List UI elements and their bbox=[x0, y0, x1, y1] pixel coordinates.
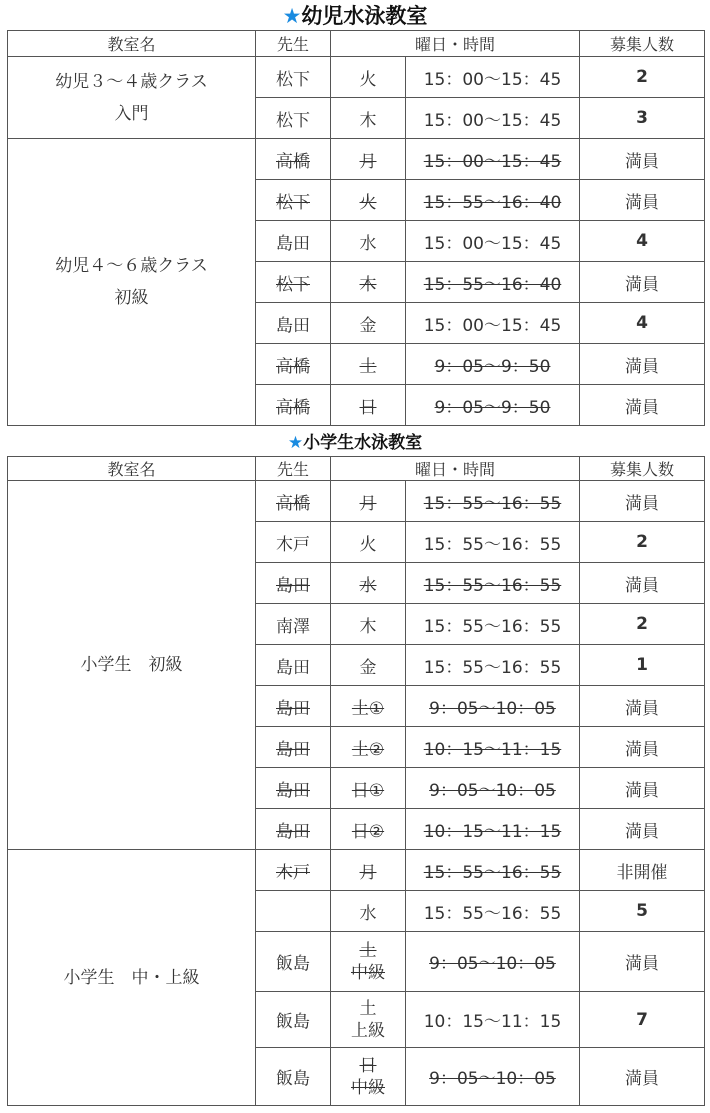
teacher-cell: 松下 bbox=[256, 98, 331, 139]
day-cell: 月 bbox=[331, 481, 406, 522]
day-cell: 月 bbox=[331, 139, 406, 180]
time-cell: 15：55～16：55 bbox=[406, 850, 580, 891]
time-cell: 10：15～11：15 bbox=[406, 809, 580, 850]
teacher-cell bbox=[256, 891, 331, 932]
day-cell: 日① bbox=[331, 768, 406, 809]
class-name: 幼児４～６歳クラス 初級 bbox=[8, 139, 256, 426]
capacity-count: 5 bbox=[580, 891, 705, 932]
time-cell: 10：15～11：15 bbox=[406, 992, 580, 1048]
day-cell: 水 bbox=[331, 891, 406, 932]
time-cell: 9：05～10：05 bbox=[406, 768, 580, 809]
full-status: 満員 bbox=[580, 262, 705, 303]
teacher-cell: 高橋 bbox=[256, 385, 331, 426]
time-cell: 15：55～16：55 bbox=[406, 604, 580, 645]
capacity-count: 2 bbox=[580, 57, 705, 98]
teacher-cell: 飯島 bbox=[256, 1048, 331, 1106]
teacher-cell: 南澤 bbox=[256, 604, 331, 645]
time-cell: 10：15～11：15 bbox=[406, 727, 580, 768]
day-cell: 金 bbox=[331, 645, 406, 686]
capacity-count: 7 bbox=[580, 992, 705, 1048]
not-held-status: 非開催 bbox=[580, 850, 705, 891]
time-cell: 15：00～15：45 bbox=[406, 98, 580, 139]
time-cell: 15：00～15：45 bbox=[406, 303, 580, 344]
day-cell: 土① bbox=[331, 686, 406, 727]
time-cell: 9：05～10：05 bbox=[406, 932, 580, 992]
day-cell: 金 bbox=[331, 303, 406, 344]
table-row bbox=[8, 57, 705, 98]
section-title-text: 小学生水泳教室 bbox=[303, 433, 423, 453]
capacity-count: 4 bbox=[580, 303, 705, 344]
header-class-name: 教室名 bbox=[8, 31, 256, 57]
full-status: 満員 bbox=[580, 344, 705, 385]
day-cell: 日 bbox=[331, 385, 406, 426]
day-cell: 日 中級 bbox=[331, 1048, 406, 1106]
time-cell: 15：00～15：45 bbox=[406, 221, 580, 262]
section-title-text: 幼児水泳教室 bbox=[301, 4, 428, 28]
teacher-cell: 島田 bbox=[256, 727, 331, 768]
capacity-count: 2 bbox=[580, 604, 705, 645]
full-status: 満員 bbox=[580, 686, 705, 727]
header-teacher: 先生 bbox=[256, 31, 331, 57]
elementary-schedule-table bbox=[7, 456, 705, 1106]
star-icon: ★ bbox=[282, 4, 302, 28]
header-row bbox=[8, 457, 705, 481]
time-cell: 15：55～16：40 bbox=[406, 180, 580, 221]
day-cell: 火 bbox=[331, 180, 406, 221]
teacher-cell: 高橋 bbox=[256, 481, 331, 522]
header-day-time: 曜日・時間 bbox=[331, 457, 580, 481]
day-cell: 月 bbox=[331, 850, 406, 891]
full-status: 満員 bbox=[580, 385, 705, 426]
day-cell: 水 bbox=[331, 563, 406, 604]
teacher-cell: 飯島 bbox=[256, 992, 331, 1048]
time-cell: 15：55～16：55 bbox=[406, 645, 580, 686]
teacher-cell: 松下 bbox=[256, 262, 331, 303]
day-cell: 木 bbox=[331, 262, 406, 303]
teacher-cell: 松下 bbox=[256, 180, 331, 221]
day-cell: 土 上級 bbox=[331, 992, 406, 1048]
class-name: 幼児３～４歳クラス 入門 bbox=[8, 57, 256, 139]
header-day-time: 曜日・時間 bbox=[331, 31, 580, 57]
time-cell: 15：55～16：55 bbox=[406, 481, 580, 522]
full-status: 満員 bbox=[580, 180, 705, 221]
section-title-kids bbox=[0, 2, 710, 30]
teacher-cell: 島田 bbox=[256, 563, 331, 604]
teacher-cell: 島田 bbox=[256, 768, 331, 809]
time-cell: 15：55～16：55 bbox=[406, 563, 580, 604]
capacity-count: 1 bbox=[580, 645, 705, 686]
kids-schedule-table bbox=[7, 30, 705, 426]
full-status: 満員 bbox=[580, 809, 705, 850]
time-cell: 15：55～16：55 bbox=[406, 522, 580, 563]
time-cell: 15：55～16：40 bbox=[406, 262, 580, 303]
teacher-cell: 島田 bbox=[256, 645, 331, 686]
teacher-cell: 木戸 bbox=[256, 522, 331, 563]
teacher-cell: 松下 bbox=[256, 57, 331, 98]
capacity-count: 4 bbox=[580, 221, 705, 262]
day-cell: 日② bbox=[331, 809, 406, 850]
day-cell: 水 bbox=[331, 221, 406, 262]
day-cell: 火 bbox=[331, 57, 406, 98]
header-teacher: 先生 bbox=[256, 457, 331, 481]
capacity-count: 2 bbox=[580, 522, 705, 563]
header-row bbox=[8, 31, 705, 57]
time-cell: 9：05～9：50 bbox=[406, 344, 580, 385]
time-cell: 9：05～10：05 bbox=[406, 686, 580, 727]
class-name: 小学生 初級 bbox=[8, 481, 256, 850]
day-cell: 土 bbox=[331, 344, 406, 385]
day-cell: 火 bbox=[331, 522, 406, 563]
time-cell: 9：05～9：50 bbox=[406, 385, 580, 426]
full-status: 満員 bbox=[580, 139, 705, 180]
time-cell: 15：55～16：55 bbox=[406, 891, 580, 932]
header-capacity: 募集人数 bbox=[580, 457, 705, 481]
day-cell: 木 bbox=[331, 98, 406, 139]
time-cell: 9：05～10：05 bbox=[406, 1048, 580, 1106]
full-status: 満員 bbox=[580, 768, 705, 809]
header-class-name: 教室名 bbox=[8, 457, 256, 481]
star-icon: ★ bbox=[287, 433, 304, 453]
full-status: 満員 bbox=[580, 932, 705, 992]
teacher-cell: 島田 bbox=[256, 221, 331, 262]
teacher-cell: 島田 bbox=[256, 303, 331, 344]
teacher-cell: 高橋 bbox=[256, 344, 331, 385]
time-cell: 15：00～15：45 bbox=[406, 57, 580, 98]
day-cell: 土② bbox=[331, 727, 406, 768]
table-row bbox=[8, 850, 705, 891]
table-row bbox=[8, 481, 705, 522]
header-capacity: 募集人数 bbox=[580, 31, 705, 57]
teacher-cell: 島田 bbox=[256, 809, 331, 850]
full-status: 満員 bbox=[580, 563, 705, 604]
time-cell: 15：00～15：45 bbox=[406, 139, 580, 180]
full-status: 満員 bbox=[580, 481, 705, 522]
section-title-elementary bbox=[0, 430, 710, 456]
capacity-count: 3 bbox=[580, 98, 705, 139]
class-name: 小学生 中・上級 bbox=[8, 850, 256, 1106]
full-status: 満員 bbox=[580, 727, 705, 768]
teacher-cell: 木戸 bbox=[256, 850, 331, 891]
day-cell: 土 中級 bbox=[331, 932, 406, 992]
teacher-cell: 飯島 bbox=[256, 932, 331, 992]
teacher-cell: 高橋 bbox=[256, 139, 331, 180]
table-row bbox=[8, 139, 705, 180]
teacher-cell: 島田 bbox=[256, 686, 331, 727]
full-status: 満員 bbox=[580, 1048, 705, 1106]
day-cell: 木 bbox=[331, 604, 406, 645]
